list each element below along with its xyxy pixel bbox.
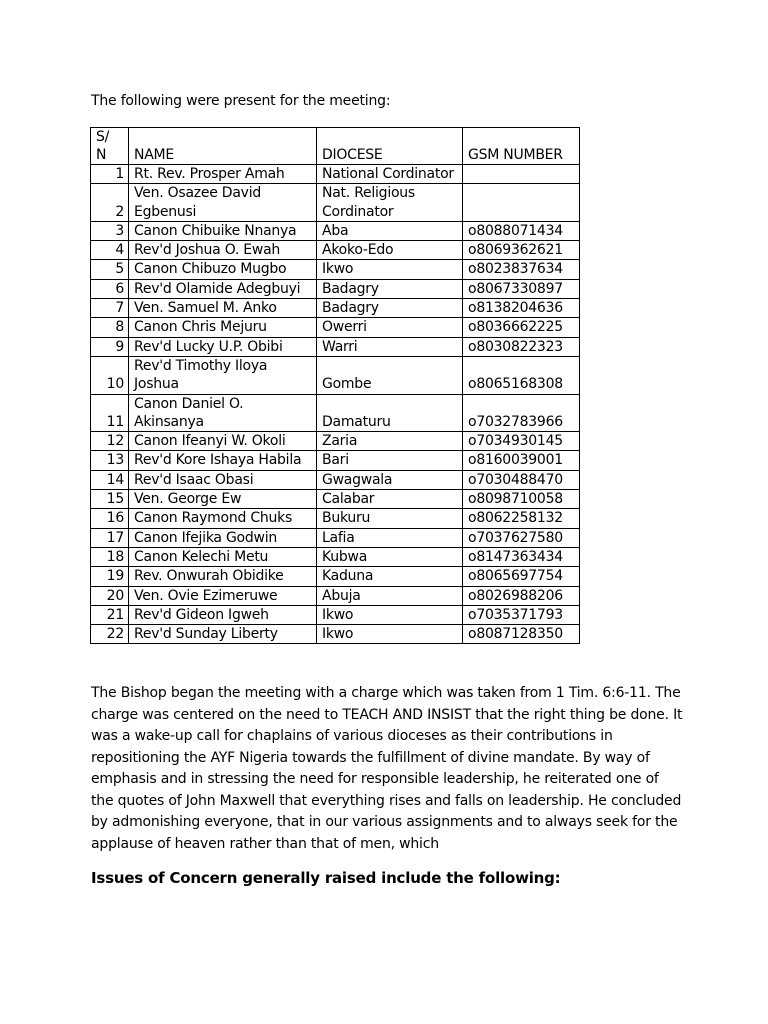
cell-gsm xyxy=(463,165,580,184)
cell-diocese xyxy=(317,356,463,394)
cell-diocese xyxy=(317,547,463,566)
cell-sn: 13 xyxy=(91,451,129,470)
cell-diocese-line: Bari xyxy=(322,452,349,469)
cell-diocese xyxy=(317,509,463,528)
cell-diocese xyxy=(317,394,463,432)
cell-sn: 10 xyxy=(91,356,129,394)
cell-name-line: Canon Kelechi Metu xyxy=(134,548,269,565)
header-sn-line1: S/ xyxy=(96,129,110,145)
cell-diocese xyxy=(317,567,463,586)
cell-name xyxy=(129,394,317,432)
meeting-summary-paragraph: The Bishop began the meeting with a charge which was taken from 1 Tim. 6:6-11. The charge was centered on the need to TEACH AND INSIST that the right thing be done. It was a wake-up call for chaplains of various dioceses as their contributions in repositioning the AYF Nigeria towards the fulfillment of divine mandate. By way of emphasis and in stressing the need for responsible leadership, he reiterated one of the quotes of John Maxwell that everything rises and falls on leadership. He concluded by admonishing everyone, that in our various assignments and to always seek for the applause of heaven rather than that of men, which xyxy=(91,685,683,852)
table-row xyxy=(91,605,580,624)
cell-gsm: o8026988206 xyxy=(463,586,580,605)
cell-name-line: Egbenusi xyxy=(134,203,197,220)
cell-gsm: o8069362621 xyxy=(463,241,580,260)
cell-sn: 1 xyxy=(91,165,129,184)
cell-sn: 16 xyxy=(91,509,129,528)
cell-gsm: o8088071434 xyxy=(463,221,580,240)
cell-name xyxy=(129,528,317,547)
cell-gsm: o8062258132 xyxy=(463,509,580,528)
cell-sn: 9 xyxy=(91,337,129,356)
cell-diocese-line: Kubwa xyxy=(322,548,368,565)
cell-name xyxy=(129,432,317,451)
cell-diocese xyxy=(317,318,463,337)
table-row xyxy=(91,260,580,279)
cell-sn: 18 xyxy=(91,547,129,566)
cell-name-line: Rev'd Olamide Adegbuyi xyxy=(134,280,301,297)
cell-diocese xyxy=(317,299,463,318)
cell-gsm: o7032783966 xyxy=(463,394,580,432)
cell-sn: 12 xyxy=(91,432,129,451)
cell-name xyxy=(129,221,317,240)
cell-diocese xyxy=(317,432,463,451)
table-row xyxy=(91,567,580,586)
cell-gsm: o7034930145 xyxy=(463,432,580,451)
cell-name xyxy=(129,260,317,279)
cell-sn: 5 xyxy=(91,260,129,279)
cell-diocese-line: Ikwo xyxy=(322,626,354,643)
cell-diocese-line: Cordinator xyxy=(322,203,394,220)
header-sn-line2: N xyxy=(96,147,107,163)
table-row xyxy=(91,299,580,318)
table-row xyxy=(91,394,580,432)
cell-sn: 22 xyxy=(91,625,129,644)
table-row xyxy=(91,451,580,470)
cell-diocese-line: Damaturu xyxy=(322,413,391,430)
cell-name xyxy=(129,586,317,605)
cell-name-line: Joshua xyxy=(134,376,179,393)
cell-diocese-line: Warri xyxy=(322,338,358,355)
cell-diocese-line: Akoko-Edo xyxy=(322,242,394,259)
cell-sn: 19 xyxy=(91,567,129,586)
cell-gsm: o8030822323 xyxy=(463,337,580,356)
cell-name xyxy=(129,547,317,566)
cell-diocese-line: Ikwo xyxy=(322,606,354,623)
cell-gsm: o8138204636 xyxy=(463,299,580,318)
cell-diocese xyxy=(317,490,463,509)
cell-diocese xyxy=(317,241,463,260)
table-row xyxy=(91,356,580,394)
cell-name-line: Rev'd Timothy Iloya xyxy=(134,357,268,374)
cell-name xyxy=(129,451,317,470)
cell-diocese xyxy=(317,528,463,547)
table-row xyxy=(91,470,580,489)
cell-diocese-line: Badagry xyxy=(322,300,379,317)
table-row xyxy=(91,279,580,298)
cell-diocese-line: Gwagwala xyxy=(322,471,393,488)
cell-diocese xyxy=(317,279,463,298)
table-row xyxy=(91,241,580,260)
cell-gsm: o7035371793 xyxy=(463,605,580,624)
cell-diocese xyxy=(317,184,463,222)
cell-diocese-line: Badagry xyxy=(322,280,379,297)
cell-diocese xyxy=(317,165,463,184)
cell-sn: 8 xyxy=(91,318,129,337)
table-row xyxy=(91,337,580,356)
table-header-row xyxy=(91,128,580,165)
cell-name xyxy=(129,356,317,394)
cell-name-line: Rev. Onwurah Obidike xyxy=(134,568,284,585)
cell-diocese-line: Gombe xyxy=(322,376,372,393)
header-sn xyxy=(91,128,129,165)
intro-text: The following were present for the meeting: xyxy=(91,93,391,109)
cell-name-line: Ven. Samuel M. Anko xyxy=(134,300,277,317)
cell-diocese-line: Calabar xyxy=(322,491,375,508)
cell-name-line: Canon Ifejika Godwin xyxy=(134,529,277,546)
header-diocese: DIOCESE xyxy=(317,128,463,165)
cell-diocese xyxy=(317,451,463,470)
header-gsm: GSM NUMBER xyxy=(463,128,580,165)
attendance-table xyxy=(90,127,580,644)
cell-diocese xyxy=(317,470,463,489)
cell-diocese xyxy=(317,221,463,240)
cell-gsm xyxy=(463,184,580,222)
cell-sn: 20 xyxy=(91,586,129,605)
cell-gsm: o7037627580 xyxy=(463,528,580,547)
cell-diocese-line: Kaduna xyxy=(322,568,374,585)
table-row xyxy=(91,625,580,644)
cell-gsm: o8065697754 xyxy=(463,567,580,586)
cell-name xyxy=(129,470,317,489)
cell-sn: 14 xyxy=(91,470,129,489)
cell-gsm: o8147363434 xyxy=(463,547,580,566)
cell-name xyxy=(129,184,317,222)
table-row xyxy=(91,490,580,509)
cell-name xyxy=(129,299,317,318)
cell-diocese-line: Abuja xyxy=(322,587,361,604)
cell-name-line: Rev'd Isaac Obasi xyxy=(134,471,254,488)
cell-name xyxy=(129,625,317,644)
cell-name-line: Canon Chibuike Nnanya xyxy=(134,222,297,239)
cell-gsm: o8023837634 xyxy=(463,260,580,279)
cell-name-line: Canon Ifeanyi W. Okoli xyxy=(134,433,286,450)
cell-diocese-line: Nat. Religious xyxy=(322,185,415,202)
cell-name-line: Rt. Rev. Prosper Amah xyxy=(134,166,285,182)
cell-diocese-line: Zaria xyxy=(322,433,358,450)
table-row xyxy=(91,586,580,605)
cell-gsm: o7030488470 xyxy=(463,470,580,489)
cell-name-line: Canon Chibuzo Mugbo xyxy=(134,261,287,278)
cell-name-line: Rev'd Lucky U.P. Obibi xyxy=(134,338,283,355)
cell-name xyxy=(129,318,317,337)
cell-gsm: o8098710058 xyxy=(463,490,580,509)
cell-sn: 2 xyxy=(91,184,129,222)
cell-diocese-line: Ikwo xyxy=(322,261,354,278)
cell-diocese-line: Bukuru xyxy=(322,510,371,527)
table-row xyxy=(91,528,580,547)
cell-name-line: Rev'd Joshua O. Ewah xyxy=(134,242,281,259)
cell-sn: 21 xyxy=(91,605,129,624)
cell-name-line: Ven. Osazee David xyxy=(134,185,261,202)
issues-heading: Issues of Concern generally raised include the following: xyxy=(91,869,561,887)
cell-gsm: o8160039001 xyxy=(463,451,580,470)
cell-name xyxy=(129,241,317,260)
table-row xyxy=(91,509,580,528)
cell-diocese xyxy=(317,625,463,644)
cell-name-line: Ven. Ovie Ezimeruwe xyxy=(134,587,278,604)
cell-sn: 3 xyxy=(91,221,129,240)
cell-diocese-line: Owerri xyxy=(322,319,367,336)
cell-name xyxy=(129,337,317,356)
cell-diocese xyxy=(317,260,463,279)
cell-diocese-line: Lafia xyxy=(322,529,355,546)
cell-name xyxy=(129,509,317,528)
cell-diocese xyxy=(317,605,463,624)
cell-name-line: Canon Raymond Chuks xyxy=(134,510,292,527)
cell-sn: 6 xyxy=(91,279,129,298)
table-row xyxy=(91,221,580,240)
cell-name-line: Rev'd Sunday Liberty xyxy=(134,626,278,643)
cell-name xyxy=(129,605,317,624)
cell-diocese xyxy=(317,337,463,356)
cell-name-line: Rev'd Kore Ishaya Habila xyxy=(134,452,302,469)
cell-sn: 17 xyxy=(91,528,129,547)
attendance-table-body xyxy=(91,165,580,644)
cell-name-line: Akinsanya xyxy=(134,413,204,430)
cell-gsm: o8036662225 xyxy=(463,318,580,337)
table-row xyxy=(91,184,580,222)
cell-gsm: o8087128350 xyxy=(463,625,580,644)
cell-name-line: Ven. George Ew xyxy=(134,491,242,508)
cell-sn: 15 xyxy=(91,490,129,509)
cell-gsm: o8065168308 xyxy=(463,356,580,394)
cell-name xyxy=(129,165,317,184)
cell-diocese-line: National Cordinator xyxy=(322,166,454,182)
cell-name xyxy=(129,567,317,586)
cell-name-line: Rev'd Gideon Igweh xyxy=(134,606,269,623)
cell-sn: 11 xyxy=(91,394,129,432)
table-row xyxy=(91,432,580,451)
cell-name-line: Canon Chris Mejuru xyxy=(134,319,267,336)
cell-name xyxy=(129,490,317,509)
cell-gsm: o8067330897 xyxy=(463,279,580,298)
cell-sn: 7 xyxy=(91,299,129,318)
table-row xyxy=(91,547,580,566)
cell-sn: 4 xyxy=(91,241,129,260)
cell-name-line: Canon Daniel O. xyxy=(134,395,244,412)
header-name: NAME xyxy=(129,128,317,165)
table-row xyxy=(91,318,580,337)
cell-name xyxy=(129,279,317,298)
table-row xyxy=(91,165,580,184)
cell-diocese xyxy=(317,586,463,605)
cell-diocese-line: Aba xyxy=(322,222,349,239)
